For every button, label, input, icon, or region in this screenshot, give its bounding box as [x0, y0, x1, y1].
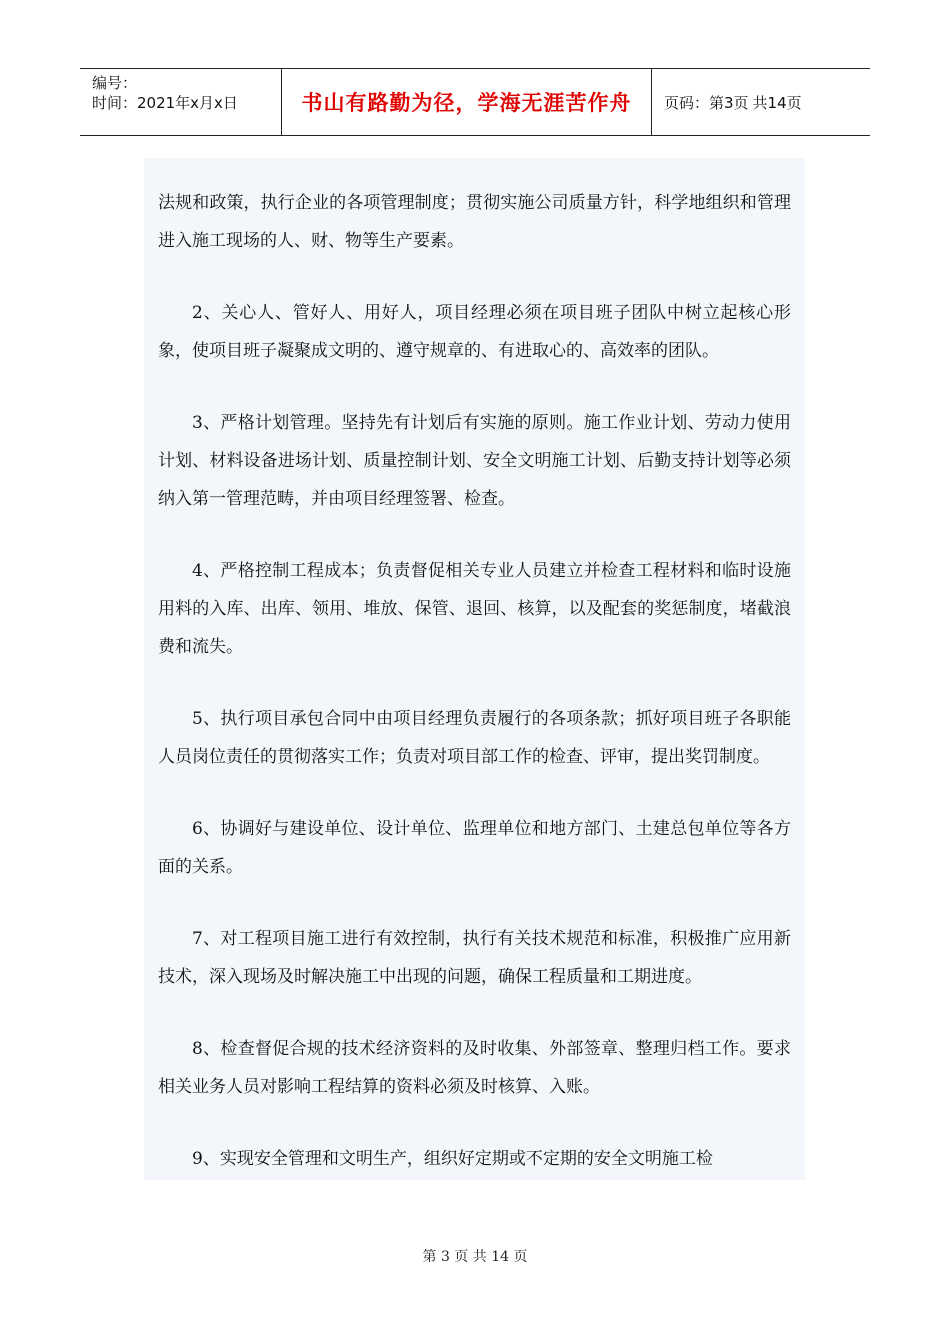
header-meta [80, 69, 282, 135]
paragraph-5: 5、执行项目承包合同中由项目经理负责履行的各项条款；抓好项目班子各职能人员岗位责任的贯彻落实工作；负责对项目部工作的检查、评审，提出奖罚制度。 [158, 709, 791, 767]
page-header [80, 68, 870, 136]
document-number-label: 编号： [92, 74, 138, 92]
paragraph-2: 2、关心人、管好人、用好人，项目经理必须在项目班子团队中树立起核心形象，使项目班子凝聚成文明的、遵守规章的、有进取心的、高效率的团队。 [158, 303, 791, 361]
header-total-pages: 共14页 [752, 93, 802, 112]
page-footer: 第 3 页 共 14 页 [422, 1249, 528, 1265]
header-motto: 书山有路勤为径，学海无涯苦作舟 [282, 69, 652, 135]
header-page-info [652, 69, 870, 135]
paragraph-4: 4、严格控制工程成本；负责督促相关专业人员建立并检查工程材料和临时设施用料的入库、出库、领用、堆放、保管、退回、核算，以及配套的奖惩制度，堵截浪费和流失。 [158, 561, 791, 657]
header-page-number: 页码：第3页 [664, 93, 749, 112]
paragraph-7: 7、对工程项目施工进行有效控制，执行有关技术规范和标准，积极推广应用新技术，深入现场及时解决施工中出现的问题，确保工程质量和工期进度。 [158, 929, 791, 987]
paragraph-3: 3、严格计划管理。坚持先有计划后有实施的原则。施工作业计划、劳动力使用计划、材料设备进场计划、质量控制计划、安全文明施工计划、后勤支持计划等必须纳入第一管理范畴，并由项目经理签署、检查。 [158, 413, 791, 509]
paragraph-6: 6、协调好与建设单位、设计单位、监理单位和地方部门、土建总包单位等各方面的关系。 [158, 819, 791, 877]
document-body [144, 158, 805, 1180]
paragraph-1: 法规和政策，执行企业的各项管理制度；贯彻实施公司质量方针，科学地组织和管理进入施工现场的人、财、物等生产要素。 [158, 193, 791, 251]
paragraph-9: 9、实现安全管理和文明生产，组织好定期或不定期的安全文明施工检 [192, 1149, 713, 1169]
document-time-label: 时间：2021年x月x日 [92, 94, 238, 112]
paragraph-8: 8、检查督促合规的技术经济资料的及时收集、外部签章、整理归档工作。要求相关业务人员对影响工程结算的资料必须及时核算、入账。 [158, 1039, 791, 1097]
